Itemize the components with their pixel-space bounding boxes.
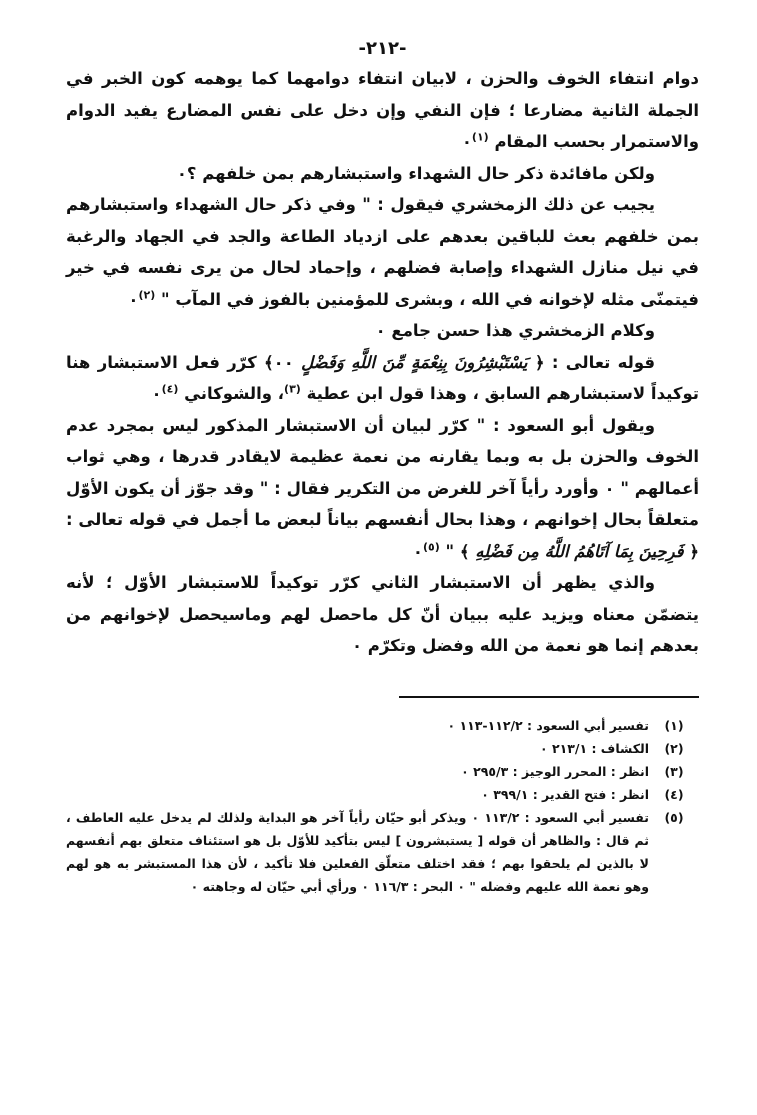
paragraph-5-tail: ، والشوكاني [184,384,285,403]
footnote [66,714,699,737]
paragraph-3-text: يجيب عن ذلك الزمخشري فيقول : " وفي ذكر حال الشهداء واستبشارهم بمن خلفهم بعث للباقين بعدهم على ازدياد الطاعة والجد في الجهاد والرغبة في نيل منازل الشهداء وإصابة فضلهم ، وإحماد لحال من يرى نفسه في خير فيتمنّى مثله لإخوانه في الله ، وبشرى للمؤمنين بالفوز في المآب " [66,195,699,309]
quran-verse-2: فَرِحِينَ بِمَا آتَاهُمُ اللَّهُ مِن فَضْلِهِ [475,541,684,561]
footnote-text: تفسير أبي السعود : ١١٢/٢-١١٣ ٠ [447,717,649,733]
paragraph-6-close: ﴾ " [445,541,470,561]
paragraph-1: دوام انتفاء الخوف والحزن ، لابيان انتفاء دوامهما كما يوهمه كون الخبر في الجملة الثانية مضارعا ؛ فإن النفي وإن دخل على نفس المضارع يفيد الدوام والاستمرار بحسب المقام $^{(١)}$٠ [66,69,699,151]
paragraph-7: والذي يظهر أن الاستبشار الثاني كرّر توكيداً للاستبشار الأوّل ؛ لأنه يتضمّن معناه ويزيد عليه ببيان أنّ كل ماحصل لهم وماسيحصل لإخوانهم من بعدهم إنما هو نعمة من الله وفضل وتكرّم ٠ [66,573,699,655]
paragraph-6-text: ويقول أبو السعود : " كرّر لبيان أن الاستبشار المذكور ليس بمجرد عدم الخوف والحزن بل به وبما يقارنه من نعمة عظيمة لايقادر قدرها ، وهي ثواب أعمالهم " ٠ وأورد رأياً آخر للغرض من التكرير فقال : " وقد جوّز أن يكون الأوّل متعلقاً بحال إخوانهم ، وهذا بحال أنفسهم بياناً لبعض ما أجمل في قوله تعالى : ﴿ [66,415,699,561]
footnote-ref-1: (١) [471,130,489,144]
paragraph-5: قوله تعالى : ﴿ يَسْتَبْشِرُونَ بِنِعْمَةٍ مِّنَ اللَّهِ وَفَضْلٍ ٠٠﴾ كرّر فعل الاستبشار هنا توكيداً لاستبشارهم السابق ، وهذا قول ابن عطية $^{(٣)}$، والشوكاني $^{(٤)}$٠ [66,352,699,403]
footnote [66,737,699,760]
paragraph-3: يجيب عن ذلك الزمخشري فيقول : " وفي ذكر حال الشهداء واستبشارهم بمن خلفهم بعث للباقين بعدهم على ازدياد الطاعة والجد في الجهاد والرغبة في نيل منازل الشهداء وإصابة فضلهم ، وإحماد لحال من يرى نفسه في خير فيتمنّى مثله لإخوانه في الله ، وبشرى للمؤمنين بالفوز في المآب " $^{(٢)}$٠ [66,195,699,309]
footnote [66,783,699,806]
footnote-number: (٤) [664,786,684,802]
footnote-text: تفسير أبي السعود : ١١٣/٢ ٠ ويذكر أبو حيّان رأياً آخر هو البداية ولذلك لم يدخل عليه العاطف ، ثم قال : والظاهر أن قوله [ يستبشرون ] ليس بتأكيد للأوّل بل هو استئناف متعلق بهم أنفسهم لا بالذين لم يلحقوا بهم ؛ فقد اختلف متعلّق الفعلين فلا تأكيد ، لأن هذا المستبشر به هو لهم وهو نعمة الله عليهم وفضله " ٠ البحر : ١١٦/٣ ٠ ورأي أبي حيّان له وجاهته ٠ [66,809,649,894]
document-page [66,38,699,1095]
footnote-number: (٢) [664,740,684,756]
footnotes [66,714,699,898]
footnote-ref-5: (٥) [422,540,440,553]
paragraph-1-text: دوام انتفاء الخوف والحزن ، لابيان انتفاء دوامهما كما يوهمه كون الخبر في الجملة الثانية مضارعا ؛ فإن النفي وإن دخل على نفس المضارع يفيد الدوام والاستمرار بحسب المقام [66,69,699,151]
paragraph-6: ويقول أبو السعود : " كرّر لبيان أن الاستبشار المذكور ليس بمجرد عدم الخوف والحزن بل به وبما يقارنه من نعمة عظيمة لايقادر قدرها ، وهي ثواب أعمالهم " ٠ وأورد رأياً آخر للغرض من التكرير فقال : " وقد جوّز أن يكون الأوّل متعلقاً بحال إخوانهم ، وهذا بحال أنفسهم بياناً لبعض ما أجمل في قوله تعالى : ﴿ فَرِحِينَ بِمَا آتَاهُمُ اللَّهُ مِن فَضْلِهِ ﴾ " $^{(٥)}$٠ [66,415,699,561]
footnote-ref-3: (٣) [284,382,301,396]
paragraph-5-intro: قوله تعالى : ﴿ [534,352,655,372]
paragraph-4: وكلام الزمخشري هذا حسن جامع ٠ [375,321,655,340]
footnote-text: انظر : المحرر الوجيز : ٢٩٥/٣ ٠ [461,763,649,779]
footnote-number: (٥) [664,809,684,825]
footnote [66,760,699,783]
footnote-number: (٣) [664,763,684,779]
footnote-text: انظر : فتح القدير : ٣٩٩/١ ٠ [481,786,649,802]
footnote-number: (١) [664,717,684,733]
paragraph-5-body: ٠٠﴾ كرّر فعل الاستبشار هنا توكيداً لاستبشارهم السابق ، وهذا قول ابن عطية [66,352,699,403]
quran-verse-1: يَسْتَبْشِرُونَ بِنِعْمَةٍ مِّنَ اللَّهِ وَفَضْلٍ [301,352,528,372]
page-number: -٢١٢- [358,38,407,59]
footnote-divider [399,696,699,698]
footnote-text: الكشاف : ٢١٣/١ ٠ [540,740,649,756]
footnote-ref-4: (٤) [161,382,179,396]
footnote-ref-2: (٢) [138,288,156,301]
paragraph-2: ولكن مافائدة ذكر حال الشهداء واستبشارهم بمن خلفهم ؟٠ [176,163,655,183]
footnote [66,806,699,898]
